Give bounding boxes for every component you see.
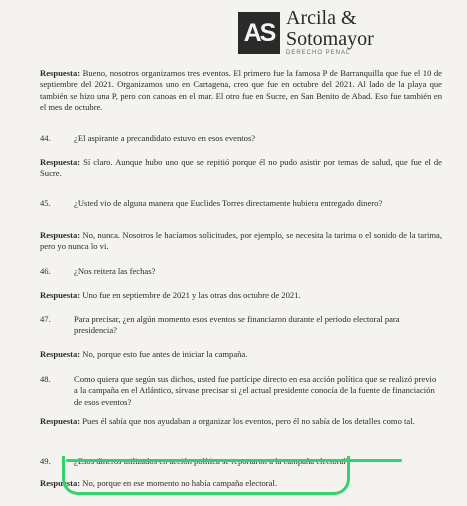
answer-paragraph xyxy=(40,230,442,253)
answer-text: Sí claro. Aunque hubo uno que se repitió porque él no pudo asistir por temas de salud, que fue el de Sucre. xyxy=(40,157,442,179)
question-number: 45. xyxy=(40,198,51,208)
answer-text: No, porque en ese momento no había campaña electoral. xyxy=(82,478,277,488)
logo-mark: AS xyxy=(238,12,280,54)
answer-label: Respuesta: xyxy=(40,349,81,359)
question-text: ¿El aspirante a precandidato estuvo en esos eventos? xyxy=(74,133,256,143)
highlight-stroke-top xyxy=(66,459,402,462)
answer-label: Respuesta: xyxy=(40,68,81,78)
answer-text: Uno fue en septiembre de 2021 y las otras dos octubre de 2021. xyxy=(82,290,301,300)
question-text: ¿Nos reitera las fechas? xyxy=(74,266,156,276)
answer-paragraph xyxy=(40,416,442,427)
answer-label: Respuesta: xyxy=(40,157,81,167)
answer-label: Respuesta: xyxy=(40,230,81,240)
question-text: ¿Esos dineros utilizados en acción política se reportaron a la campaña electoral? xyxy=(74,456,350,466)
question-number: 49. xyxy=(40,456,51,466)
logo-name-line1: Arcila & xyxy=(286,7,357,29)
logo-tagline: DERECHO PENAL xyxy=(286,50,351,56)
question-text: Como quiera que según sus dichos, usted fue partícipe directo en esa acción política que se realizó previo a la campaña en el Atlántico, sírvase precisar si ¿el actual presidente conocía de la fuente de financiación de esos eventos? xyxy=(74,374,437,407)
question-number: 48. xyxy=(40,374,51,384)
answer-paragraph xyxy=(40,68,442,114)
answer-text: No, nunca. Nosotros le hacíamos solicitudes, por ejemplo, se necesita la tarima o el sonido de la tarima, pero yo nunca lo vi. xyxy=(40,230,442,252)
answer-label: Respuesta: xyxy=(40,416,81,426)
question-text: Para precisar, ¿en algún momento esos eventos se financiaron durante el periodo electoral para presidencia? xyxy=(74,314,400,336)
answer-paragraph xyxy=(40,157,442,180)
firm-logo xyxy=(238,8,463,60)
question-number: 46. xyxy=(40,266,51,276)
answer-label: Respuesta: xyxy=(40,290,81,300)
logo-name-line2: Sotomayor xyxy=(286,28,374,50)
answer-text: No, porque esto fue antes de iniciar la campaña. xyxy=(82,349,248,359)
question-text: ¿Usted vio de alguna manera que Euclides Torres directamente hubiera entregado dinero? xyxy=(74,198,383,208)
question-number: 47. xyxy=(40,314,51,324)
question-number: 44. xyxy=(40,133,51,143)
answer-text: Pues él sabía que nos ayudaban a organizar los eventos, pero él no sabía de los detalles como tal. xyxy=(82,416,415,426)
answer-label: Respuesta: xyxy=(40,478,81,488)
answer-text: Bueno, nosotros organizamos tres eventos. El primero fue la famosa P de Barranquilla que fue el 10 de septiembre del 2021. Organizamos uno en Cartagena, creo que fue en octubre del 2021. Al lado de la playa que también se hizo una P, pero con canoas en el mar. El otro fue en Sucre, en San Benito de Abad. Eso fue también en el mes de octubre. xyxy=(40,68,442,113)
answer-paragraph xyxy=(40,349,442,360)
answer-paragraph xyxy=(40,290,442,301)
answer-paragraph xyxy=(40,478,442,489)
